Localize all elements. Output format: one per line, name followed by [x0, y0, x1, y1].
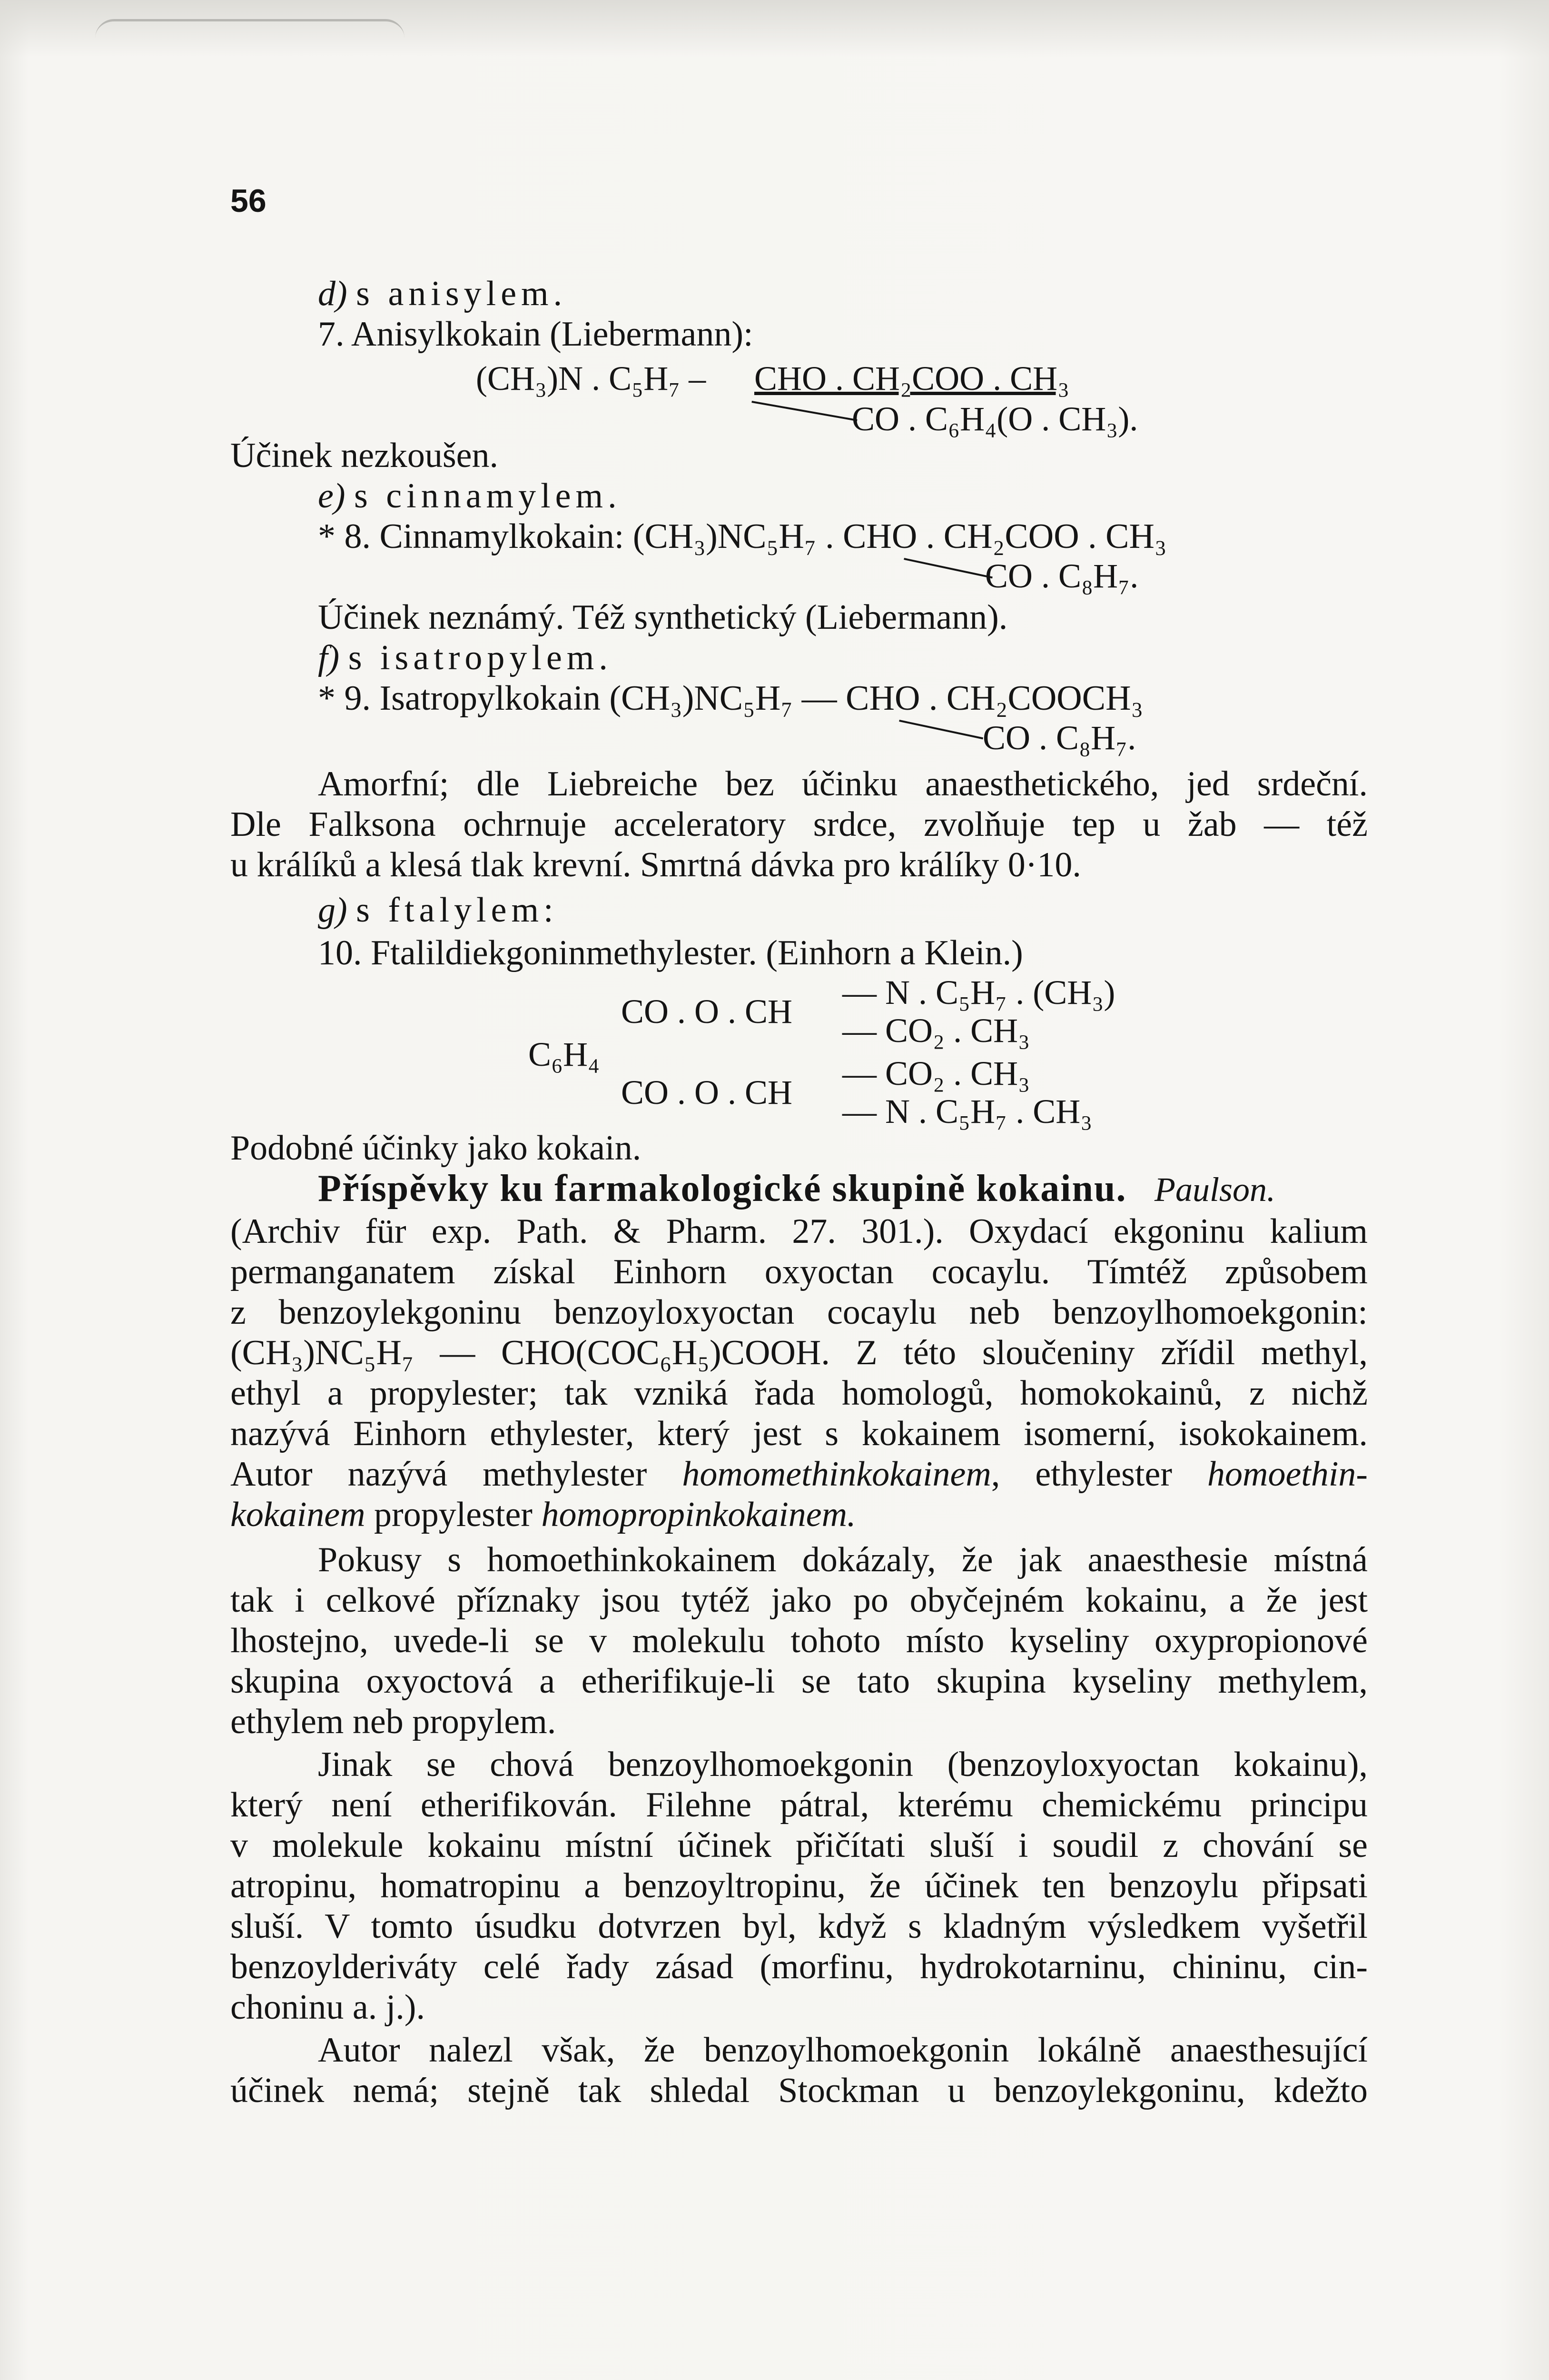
article-line-3: z benzoylekgoninu benzoyloxyoctan cocaylu neb benzoylhomoekgonin: — [230, 1293, 1368, 1332]
formula-10-a2: — CO₂ . CH₃ — [842, 1012, 1030, 1050]
formula-10-c6h4: C₆H₄ — [528, 1035, 600, 1073]
formula-10-b2: — N . C₅H₇ . CH₃ — [842, 1092, 1093, 1130]
effect-8: Účinek neznámý. Též synthetický (Liebermann). — [318, 598, 1008, 637]
item-7: 7. Anisylkokain (Liebermann): — [318, 315, 753, 354]
paragraph-b-line-1: Pokusy s homoethinkokainem dokázaly, že jak anaesthesie místná — [318, 1540, 1368, 1579]
article-line-4: (CH₃)NC₅H₇ — CHO(COC₆H₅)COOH. Z této sloučeniny zřídil methyl, — [230, 1333, 1368, 1372]
formula-7-bond — [751, 401, 857, 421]
paragraph-c-line-3: v molekule kokainu místní účinek přičítati sluší i soudil z chování se — [230, 1826, 1368, 1865]
item-8: * 8. Cinnamylkokain: (CH₃)NC₅H₇ . CHO . CH₂COO . CH₃ — [318, 517, 1167, 556]
article-line-5: ethyl a propylester; tak vzniká řada homologů, homokokainů, z nichž — [230, 1374, 1368, 1413]
article-line-2: permanganatem získal Einhorn oxyoctan cocaylu. Tímtéž způsobem — [230, 1252, 1368, 1291]
paragraph-1-line-3: u králíků a klesá tlak krevní. Smrtná dávka pro králíky 0·10. — [230, 845, 1081, 884]
item-10: 10. Ftalildiekgoninmethylester. (Einhorn a Klein.) — [318, 933, 1023, 972]
paragraph-b-line-2: tak i celkové příznaky jsou tytéž jako po obyčejném kokainu, a že jest — [230, 1581, 1368, 1620]
formula-7-branch: CO . C₆H₄(O . CH₃). — [852, 400, 1138, 438]
paragraph-d-line-2: účinek nemá; stejně tak shledal Stockman u benzoylekgoninu, kdežto — [230, 2071, 1368, 2110]
item-9: * 9. Isatropylkokain (CH₃)NC₅H₇ — CHO . CH₂COOCH₃ — [318, 679, 1144, 718]
article-line-8: kokainem propylester homopropinkokainem. — [230, 1495, 856, 1534]
paragraph-c-line-6: benzoylderiváty celé řady zásad (morfinu, hydrokotarninu, chininu, cin- — [230, 1947, 1368, 1986]
formula-10-co2: CO . O . CH — [621, 1073, 793, 1111]
paragraph-c-line-5: sluší. V tomto úsudku dotvrzen byl, když s kladným výsledkem vyšetřil — [230, 1907, 1368, 1946]
paragraph-b-line-5: ethylem neb propylem. — [230, 1702, 556, 1741]
formula-10-a1: — N . C₅H₇ . (CH₃) — [842, 973, 1115, 1012]
effect-7: Účinek nezkoušen. — [230, 436, 499, 475]
paragraph-c-line-4: atropinu, homatropinu a benzoyltropinu, že účinek ten benzoylu připsati — [230, 1866, 1368, 1905]
formula-7-left: (CH₃)N . C₅H₇ – — [476, 359, 706, 397]
paragraph-c-line-1: Jinak se chová benzoylhomoekgonin (benzoyloxyoctan kokainu), — [318, 1745, 1368, 1784]
paragraph-b-line-3: lhostejno, uvede-li se v molekulu tohoto místo kyseliny oxypropionové — [230, 1621, 1368, 1660]
paragraph-d-line-1: Autor nalezl však, že benzoylhomoekgonin lokálně anaesthesující — [318, 2031, 1368, 2070]
formula-9-branch: CO . C₈H₇. — [983, 719, 1136, 757]
section-heading-g: g) s ftalylem: — [318, 891, 558, 930]
formula-8-bond — [904, 558, 993, 578]
paragraph-c-line-2: který není etherifikován. Filehne pátral, kterému chemickému principu — [230, 1785, 1368, 1825]
formula-8-branch: CO . C₈H₇. — [985, 557, 1139, 595]
formula-10-co1: CO . O . CH — [621, 992, 793, 1031]
article-title: Příspěvky ku farmakologické skupině kokainu. Paulson. — [318, 1168, 1275, 1210]
similar-effects: Podobné účinky jako kokain. — [230, 1129, 641, 1168]
scan-artifact — [95, 19, 405, 55]
formula-9-bond — [899, 720, 983, 739]
formula-10-b1: — CO₂ . CH₃ — [842, 1054, 1030, 1092]
formula-7-right: CHO . CH₂COO . CH₃ — [754, 359, 1070, 397]
paragraph-1-line-2: Dle Falksona ochrnuje acceleratory srdce, zvolňuje tep u žab — též — [230, 805, 1368, 844]
article-line-7: Autor nazývá methylester homomethinkokainem, ethylester homoethin- — [230, 1455, 1368, 1494]
article-line-1: (Archiv für exp. Path. & Pharm. 27. 301.). Oxydací ekgoninu kalium — [230, 1212, 1368, 1251]
paragraph-c-line-7: choninu a. j.). — [230, 1988, 425, 2027]
section-heading-f: f) s isatropylem. — [318, 638, 612, 677]
page-number: 56 — [230, 183, 266, 219]
paragraph-b-line-4: skupina oxyoctová a etherifikuje-li se tato skupina kyseliny methylem, — [230, 1662, 1368, 1701]
section-heading-d: d) s anisylem. — [318, 274, 567, 313]
article-line-6: nazývá Einhorn ethylester, který jest s kokainem isomerní, isokokainem. — [230, 1414, 1368, 1453]
section-heading-e: e) s cinnamylem. — [318, 476, 622, 516]
paragraph-1-line-1: Amorfní; dle Liebreiche bez účinku anaesthetického, jed srdeční. — [318, 764, 1368, 803]
